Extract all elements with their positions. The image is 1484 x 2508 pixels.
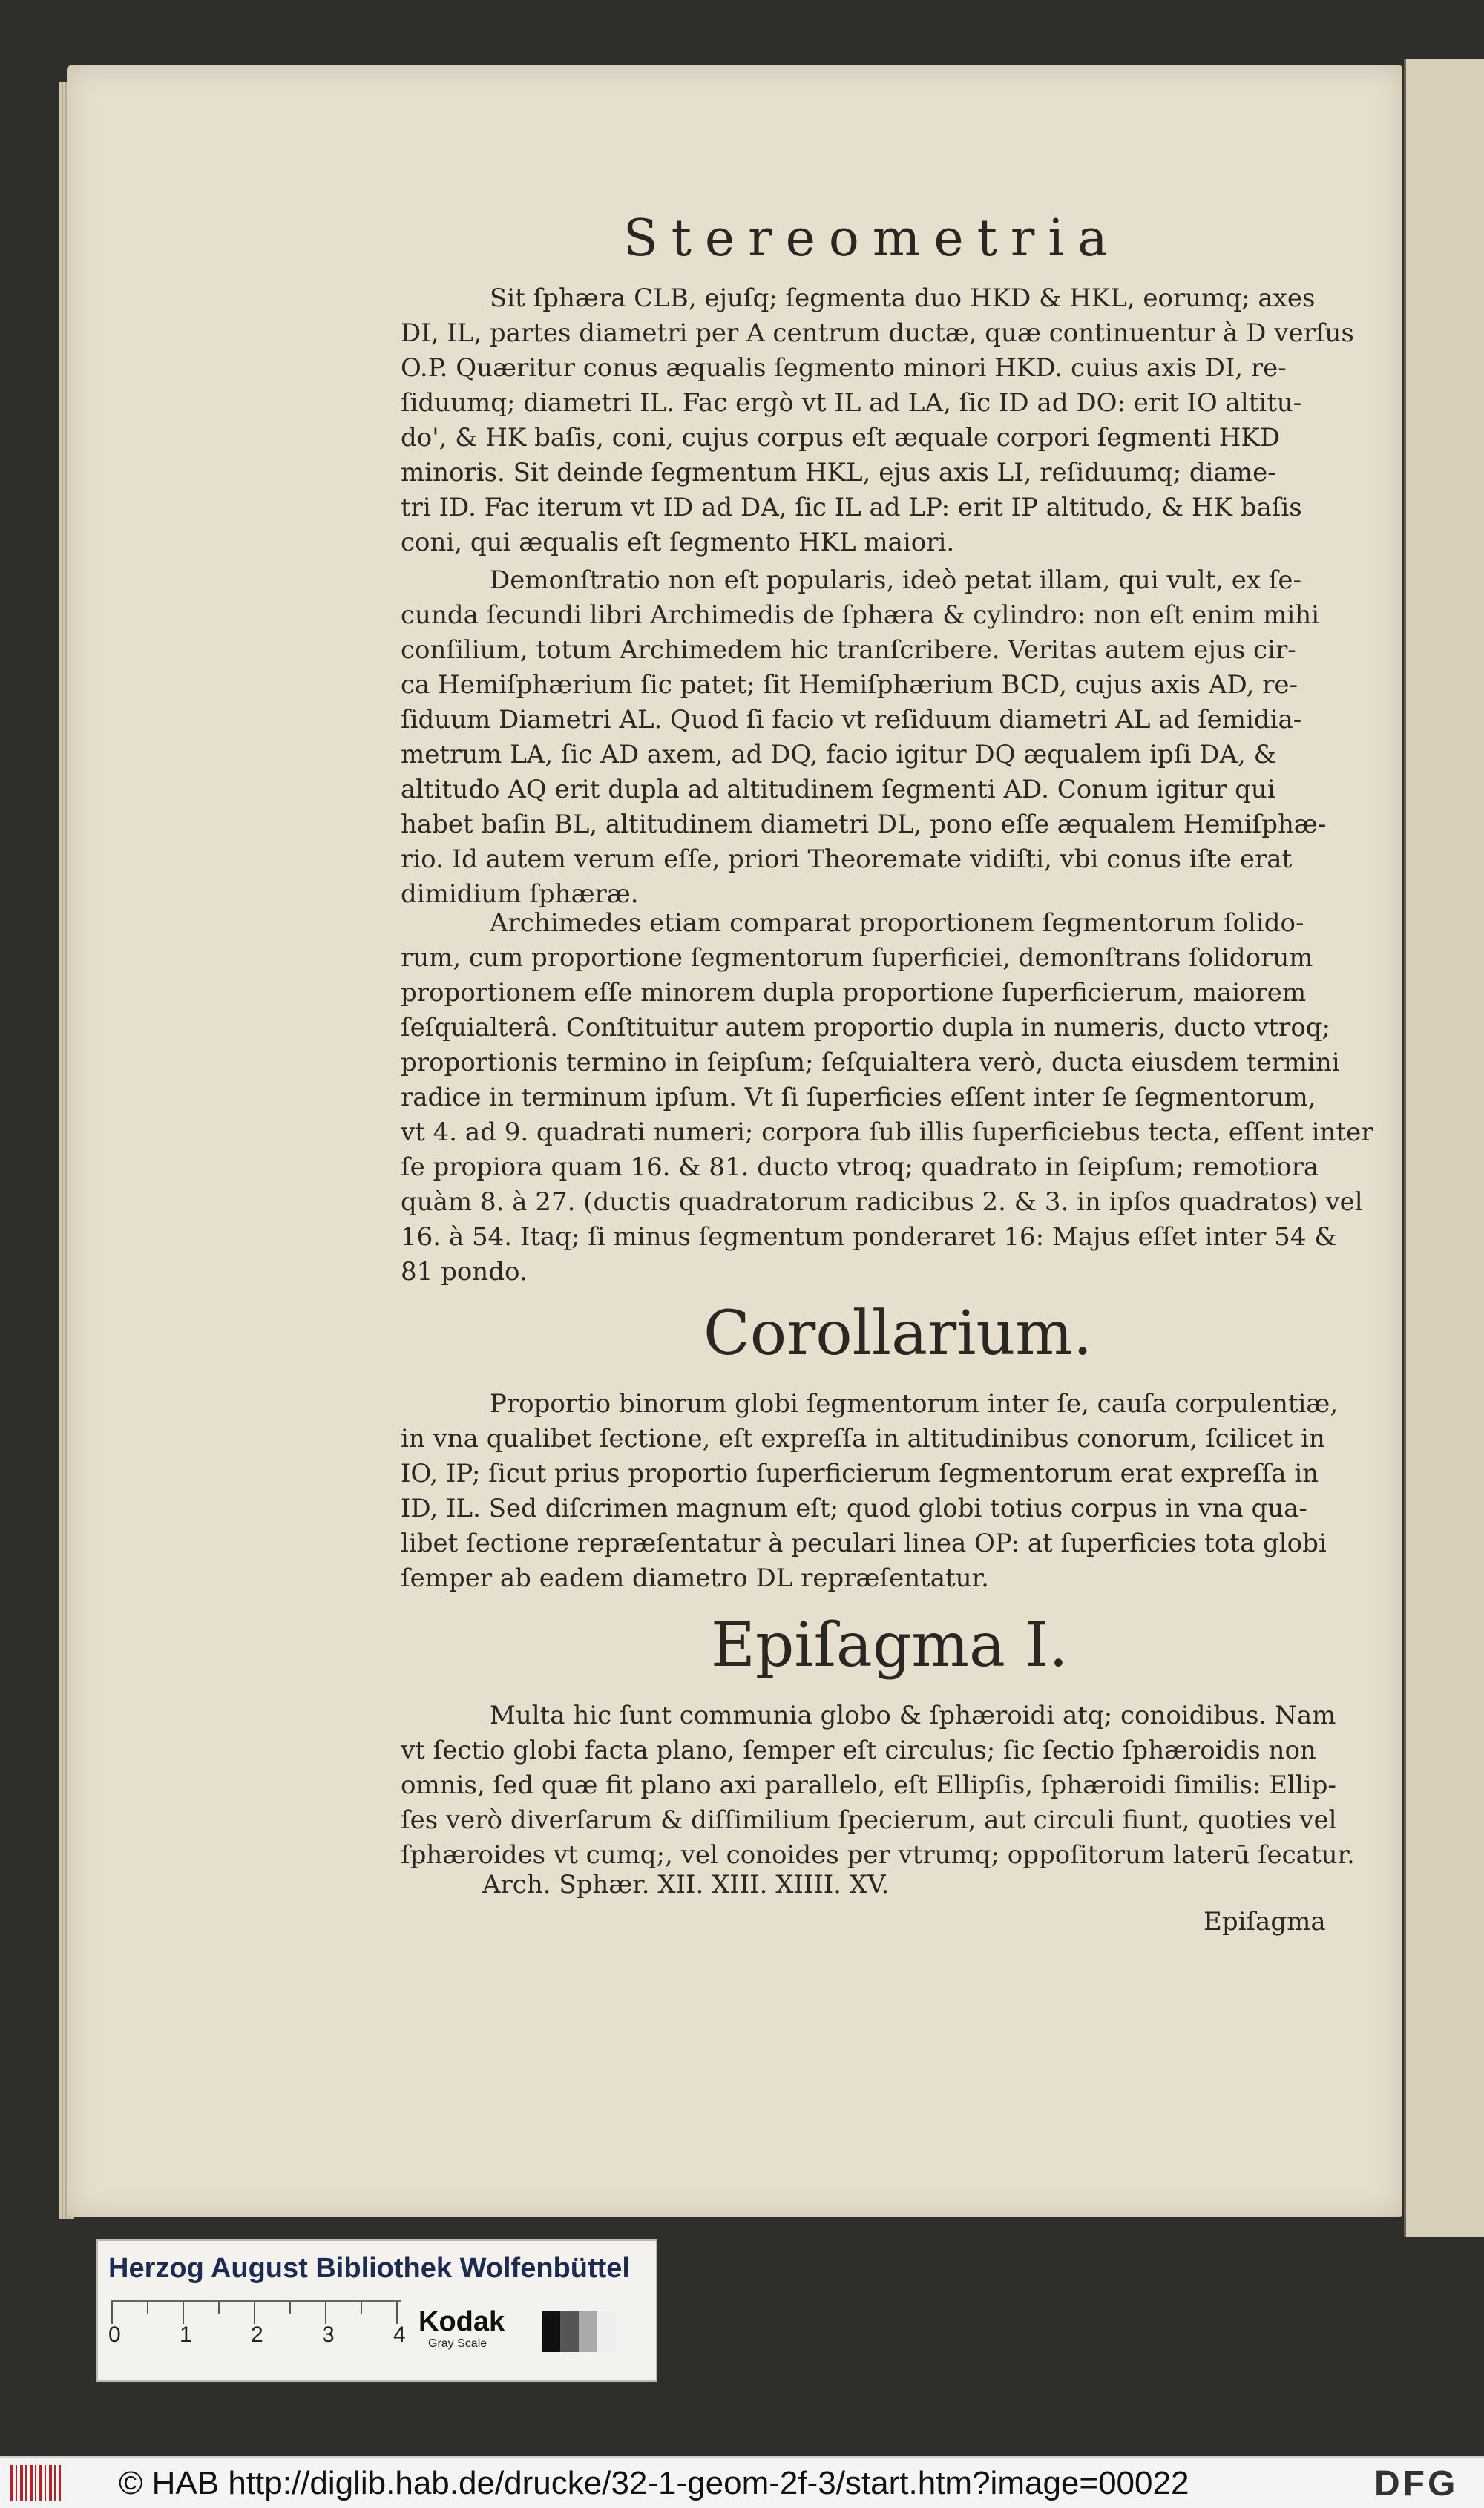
ruler-number: 2 xyxy=(251,2322,263,2347)
text-line: ID, IL. Sed diſcrimen magnum eſt; quod globi totius corpus in vna qua- xyxy=(401,1494,1307,1523)
viewer-footer xyxy=(0,2456,1484,2508)
ruler-number: 1 xyxy=(180,2322,192,2347)
text-line: minoris. Sit deinde ſegmentum HKL, ejus axis LI, reſiduumq; diame- xyxy=(401,458,1276,488)
episagma-title: Epiſagma I. xyxy=(711,1610,1068,1681)
text-line: radice in terminum ipſum. Vt ſi ſuperficies eſſent inter ſe ſegmentorum, xyxy=(401,1083,1316,1112)
text-line: omnis, ſed quæ fit plano axi parallelo, eſt Ellipſis, ſphæroidi ſimilis: Ellip- xyxy=(401,1770,1336,1800)
kodak-logo: Kodak xyxy=(418,2306,505,2337)
library-name: Herzog August Bibliothek Wolfenbüttel xyxy=(108,2253,630,2284)
text-line: Archimedes etiam comparat proportionem ſegmentorum ſolido- xyxy=(490,908,1304,938)
library-color-card xyxy=(96,2239,657,2382)
text-line: proportionis termino in ſeipſum; ſeſquialtera verò, ducta eiusdem termini xyxy=(401,1048,1340,1077)
ruler-number: 3 xyxy=(322,2322,335,2347)
text-line: tri ID. Fac iterum vt ID ad DA, ſic IL ad LP: erit IP altitudo, & HK baſis xyxy=(401,493,1302,522)
gray-scale-label: Gray Scale xyxy=(428,2337,487,2350)
text-line: rio. Id autem verum eſſe, priori Theoremate vidiſti, vbi conus iſte erat xyxy=(401,844,1293,874)
text-line: ſemper ab eadem diametro DL repræſentatur. xyxy=(401,1563,989,1593)
text-line: ſe propiora quam 16. & 81. ducto vtroq; quadrato in ſeipſum; remotiora xyxy=(401,1152,1319,1182)
text-line: 81 pondo. xyxy=(401,1257,528,1287)
text-line: Demonſtratio non eſt popularis, ideò petat illam, qui vult, ex ſe- xyxy=(490,565,1302,595)
text-line: rum, cum proportione ſegmentorum ſuperficiei, demonſtrans ſolidorum xyxy=(401,943,1313,973)
text-line: altitudo AQ erit dupla ad altitudinem ſegmenti AD. Conum igitur qui xyxy=(401,775,1275,804)
text-line: ſiduum Diametri AL. Quod ſi facio vt reſiduum diametri AL ad ſemidia- xyxy=(401,705,1302,735)
text-line: libet ſectione repræſentatur à peculari linea OP: at ſuperficies tota globi xyxy=(401,1529,1327,1558)
text-line: O.P. Quæritur conus æqualis ſegmento minori HKD. cuius axis DI, re- xyxy=(401,353,1287,383)
text-line: cunda ſecundi libri Archimedis de ſphæra & cylindro: non eſt enim mihi xyxy=(401,600,1320,630)
text-line: quàm 8. à 27. (ductis quadratorum radicibus 2. & 3. in ipſos quadratos) vel xyxy=(401,1187,1363,1217)
text-line: metrum LA, ſic AD axem, ad DQ, facio igitur DQ æqualem ipſi DA, & xyxy=(401,740,1276,769)
text-line: ca Hemiſphærium ſic patet; ſit Hemiſphærium BCD, cujus axis AD, re- xyxy=(401,670,1298,700)
page-header: Stereometria xyxy=(623,209,1121,268)
ruler-number: 4 xyxy=(393,2322,406,2347)
text-line: Multa hic ſunt communia globo & ſphæroidi atq; conoidibus. Nam xyxy=(490,1701,1336,1730)
facing-page-edge xyxy=(1404,59,1484,2237)
text-line: vt ſectio globi facta plano, ſemper eſt circulus; ſic ſectio ſphæroidis non xyxy=(401,1736,1316,1765)
catchword: Epiſagma xyxy=(1204,1907,1326,1937)
source-url[interactable]: © HAB http://diglib.hab.de/drucke/32-1-geom-2f-3/start.htm?image=00022 xyxy=(119,2465,1189,2501)
text-line: do', & HK baſis, coni, cujus corpus eſt æquale corpori ſegmenti HKD xyxy=(401,423,1281,453)
text-line: DI, IL, partes diametri per A centrum ductæ, quæ continuentur à D verſus xyxy=(401,318,1354,348)
text-line: ſeſquialterâ. Conſtituitur autem proportio dupla in numeris, ducto vtroq; xyxy=(401,1013,1331,1043)
text-line: Proportio binorum globi ſegmentorum inter ſe, cauſa corpulentiæ, xyxy=(490,1389,1339,1419)
text-line: Sit ſphæra CLB, ejuſq; ſegmenta duo HKD & HKL, eorumq; axes xyxy=(490,283,1316,313)
text-line: ſiduumq; diametri IL. Fac ergò vt IL ad LA, ſic ID ad DO: erit IO altitu- xyxy=(401,388,1302,418)
text-line: conſilium, totum Archimedem hic tranſcribere. Veritas autem ejus cir- xyxy=(401,635,1296,665)
ruler-number: 0 xyxy=(108,2322,121,2347)
text-line: habet baſin BL, altitudinem diametri DL, pono eſſe æqualem Hemiſphæ- xyxy=(401,810,1327,839)
hab-logo-icon xyxy=(10,2465,61,2501)
text-line: ſes verò diverſarum & diſſimilium ſpecierum, aut circuli fiunt, quoties vel xyxy=(401,1805,1337,1835)
dfg-logo: DFG xyxy=(1374,2464,1459,2504)
text-line: proportionem eſſe minorem dupla proportione ſuperficierum, maiorem xyxy=(401,978,1307,1008)
text-line: dimidium ſphæræ. xyxy=(401,879,639,909)
text-line: in vna qualibet ſectione, eſt expreſſa in altitudinibus conorum, ſcilicet in xyxy=(401,1424,1325,1454)
text-line: IO, IP; ſicut prius proportio ſuperficierum ſegmentorum erat expreſſa in xyxy=(401,1459,1319,1488)
corollarium-title: Corollarium. xyxy=(703,1299,1093,1369)
text-line: vt 4. ad 9. quadrati numeri; corpora ſub illis ſuperficiebus tecta, eſſent inter xyxy=(401,1117,1373,1147)
text-line: coni, qui æqualis eſt ſegmento HKL maiori. xyxy=(401,528,955,557)
text-line: ſphæroides vt cumq;, vel conoides per vtrumq; oppoſitorum laterū ſecatur. xyxy=(401,1840,1355,1870)
text-line: 16. à 54. Itaq; ſi minus ſegmentum ponderaret 16: Majus eſſet inter 54 & xyxy=(401,1222,1337,1252)
reference-line: Arch. Sphær. XII. XIII. XIIII. XV. xyxy=(482,1870,890,1900)
gray-swatches xyxy=(542,2311,616,2352)
